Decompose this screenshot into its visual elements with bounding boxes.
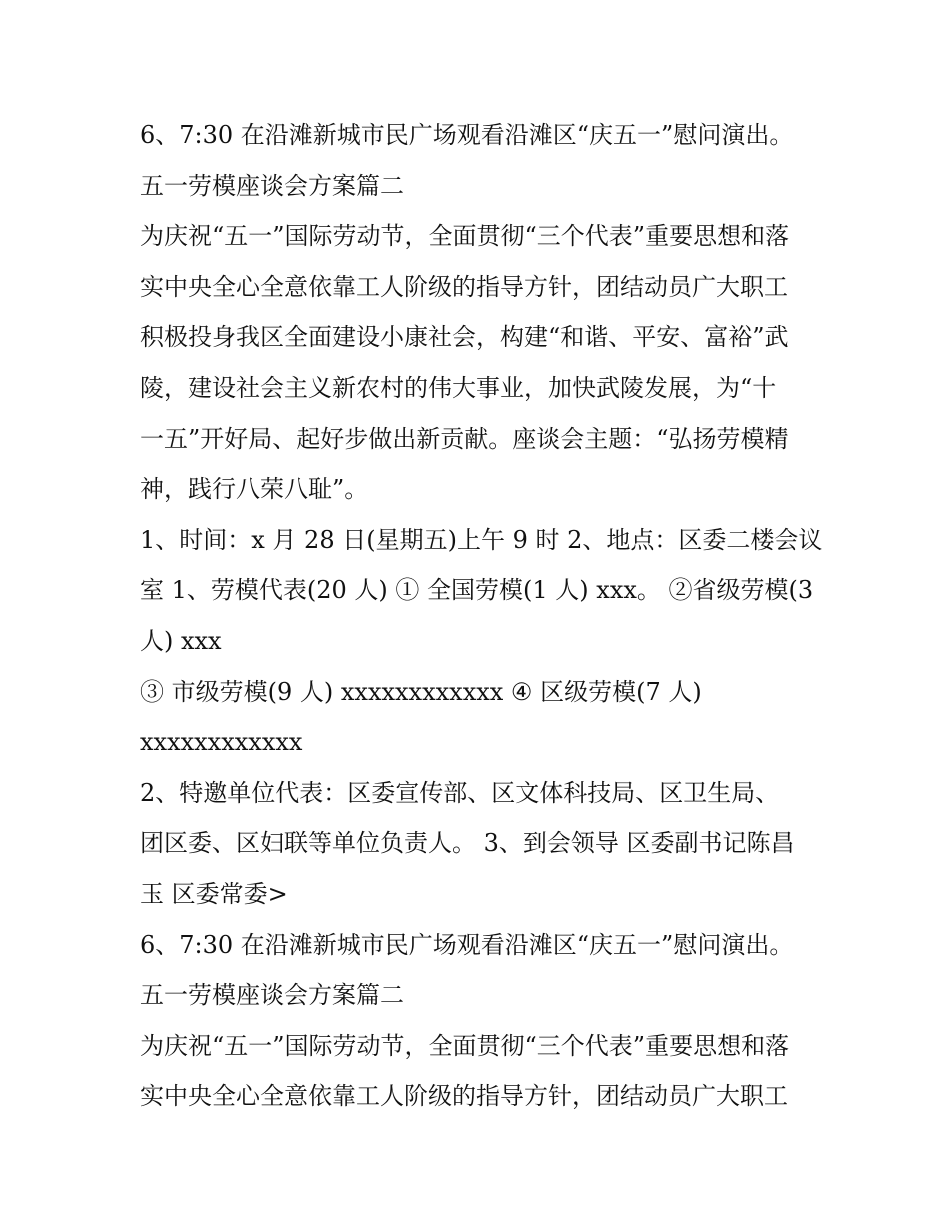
text-line: 6、7:30 在沿滩新城市民广场观看沿滩区“庆五一”慰问演出。 [140,121,794,149]
text-line: 6、7:30 在沿滩新城市民广场观看沿滩区“庆五一”慰问演出。 [140,930,794,959]
text-line: 2、特邀单位代表：区委宣传部、区文体科技局、区卫生局、 [140,778,780,807]
text-line: 玉 区委常委> [140,879,288,908]
document-body [140,110,823,1122]
text-line: ③ 市级劳模(9 人) xxxxxxxxxxxx ④ 区级劳模(7 人) [140,677,702,706]
section-heading: 五一劳模座谈会方案篇二 [140,171,404,200]
text-line: 实中央全心全意依靠工人阶级的指导方针，团结动员广大职工 [140,272,788,301]
text-line: 为庆祝“五一”国际劳动节，全面贯彻“三个代表”重要思想和落 [140,222,790,251]
text-line: 室 1、劳模代表(20 人) ① 全国劳模(1 人) xxx。 ②省级劳模(3 [140,576,814,605]
text-line: 神，践行八荣八耻”。 [140,475,369,504]
text-line: 人) xxx [140,626,222,655]
text-line: 为庆祝“五一”国际劳动节，全面贯彻“三个代表”重要思想和落 [140,1031,790,1060]
text-line: 1、时间：x 月 28 日(星期五)上午 9 时 2、地点：区委二楼会议 [140,525,823,554]
text-line: 团区委、区妇联等单位负责人。 3、到会领导 区委副书记陈昌 [140,829,795,858]
text-line: 积极投身我区全面建设小康社会，构建“和谐、平安、富裕”武 [140,323,789,352]
text-line: 陵，建设社会主义新农村的伟大事业，加快武陵发展，为“十 [140,373,777,402]
text-line: 实中央全心全意依靠工人阶级的指导方针，团结动员广大职工 [140,1082,788,1111]
text-line: xxxxxxxxxxxx [140,728,303,757]
section-heading: 五一劳模座谈会方案篇二 [140,981,404,1010]
text-line: 一五”开好局、起好步做出新贡献。座谈会主题：“弘扬劳模精 [140,424,789,453]
